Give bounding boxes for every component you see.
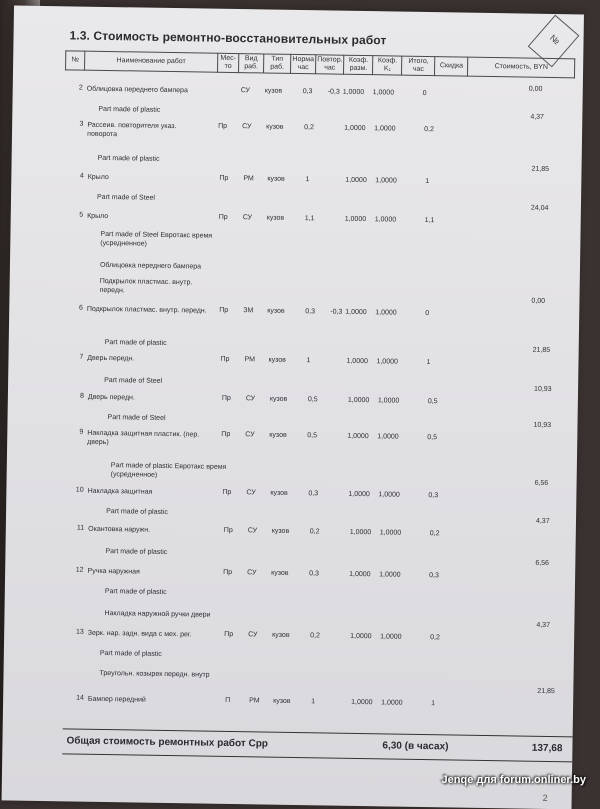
cell-work: РМ	[249, 697, 260, 705]
row-note: Part made of plastic	[98, 105, 161, 114]
cell-type: кузов	[271, 569, 289, 577]
corner-mark: №	[528, 15, 580, 68]
total-sum: 137,68	[531, 742, 563, 755]
table-header	[65, 50, 575, 78]
cell-place: Пр	[218, 213, 228, 221]
cell-n: 10	[75, 486, 84, 494]
cell-work: ЗМ	[243, 307, 254, 315]
total-label: Общая стоимость ремонтных работ Cpp	[66, 735, 269, 750]
cell-work: СУ	[245, 431, 255, 439]
cell-n: 4	[79, 172, 84, 180]
cell-work: СУ	[247, 527, 258, 535]
cell-n: 13	[75, 628, 84, 636]
cell-work: СУ	[247, 569, 257, 577]
cell-total: 0,2	[424, 125, 434, 134]
header-discount: Скидка	[435, 57, 468, 77]
cell-k2: 1,0000	[377, 433, 399, 441]
cell-total: 0,5	[427, 434, 438, 442]
row-note: Подкрылок пластмас. внутр. передн.	[99, 277, 193, 295]
cell-place: Пр	[223, 568, 233, 577]
cell-k1: 1,0000	[350, 632, 372, 641]
cell-k1: 1,0000	[344, 215, 367, 224]
cell-norm: 0,5	[307, 396, 318, 404]
cell-place: Пр	[220, 355, 230, 363]
page-number: 2	[542, 792, 548, 804]
header-total-hours: Итого, час	[402, 56, 435, 76]
cell-work: СУ	[246, 489, 256, 497]
section-title: 1.3. Стоимость ремонтно-восстановительных работ	[69, 28, 387, 48]
cell-cost: 21,85	[531, 165, 550, 173]
cell-k2: 1,0000	[380, 633, 402, 641]
cell-work: СУ	[242, 123, 252, 131]
cell-norm: 0,5	[307, 432, 318, 440]
cell-k2: 1,0000	[374, 216, 397, 224]
cell-name: Крыло	[87, 173, 109, 182]
cell-cost: 10,93	[533, 421, 552, 430]
cell-cost: 21,85	[537, 687, 555, 696]
cell-type: кузов	[264, 87, 283, 95]
cell-n: 2	[78, 84, 83, 92]
cell-k1: 1,0000	[342, 88, 365, 97]
cell-type: кузов	[272, 631, 290, 639]
document-page	[2, 6, 584, 809]
cell-n: 11	[76, 524, 85, 532]
cell-type: кузов	[267, 175, 285, 183]
cell-name: Подкрылок пластмас. внутр. передн.	[86, 305, 207, 315]
cell-norm: 1	[305, 176, 310, 184]
cell-n: 9	[79, 428, 84, 436]
row-note: Part made of plastic	[104, 338, 167, 347]
cell-total: 0	[425, 310, 430, 318]
header-repeat-hours: Повтор. час	[316, 55, 345, 74]
cell-n: 12	[75, 566, 84, 574]
cell-cost: 4,37	[530, 113, 545, 121]
cell-total: 0	[422, 89, 427, 98]
cell-place: Пр	[218, 122, 228, 130]
cell-k1: 1,0000	[347, 432, 369, 441]
cell-name: Дверь передн.	[87, 354, 135, 363]
cell-name: Ручка наружная	[87, 567, 140, 576]
cell-cost: 24,04	[530, 204, 549, 212]
row-note: Part made of Steel	[104, 376, 163, 385]
cell-n: 8	[79, 392, 84, 400]
cell-cost: 21,85	[532, 346, 551, 354]
cell-k2: 1,0000	[372, 89, 395, 97]
cell-total: 1	[426, 359, 431, 367]
cell-name: Накладка защитная пластик. (пер. дверь)	[87, 429, 200, 447]
cell-k1: 1,0000	[349, 570, 371, 579]
header-name: Наименование работ	[85, 51, 218, 72]
cell-n: 6	[78, 304, 83, 312]
cell-type: кузов	[266, 214, 285, 222]
header-work-type: Тип раб.	[264, 54, 291, 73]
row-note: Part made of plastic	[104, 588, 167, 596]
cell-type: кузов	[267, 307, 285, 315]
cell-norm: 1	[311, 698, 316, 706]
row-note: Part made of Steel	[96, 193, 156, 202]
cell-place: Пр	[221, 394, 231, 402]
cell-work: СУ	[248, 631, 258, 639]
cell-work: РМ	[243, 175, 254, 183]
cell-k1: 1,0000	[345, 308, 367, 317]
cell-name: Бампер передний	[87, 695, 146, 704]
header-work-kind: Вид раб.	[239, 54, 264, 73]
row-note: Part made of plastic	[97, 154, 160, 163]
cell-norm: 0,2	[309, 528, 320, 536]
cell-rep: -0,3	[327, 88, 340, 96]
cell-norm: 1,1	[304, 215, 315, 223]
cell-place: Пр	[219, 174, 229, 182]
cell-cost: 0,00	[528, 85, 543, 93]
cell-work: РМ	[244, 356, 255, 364]
cell-norm: 0,3	[309, 570, 319, 578]
cell-k2: 1,0000	[376, 358, 398, 366]
cell-k1: 1,0000	[351, 698, 373, 707]
cell-k2: 1,0000	[375, 309, 397, 317]
cell-type: кузов	[266, 123, 284, 131]
cell-n: 14	[76, 694, 85, 702]
cell-norm: 1	[306, 357, 311, 365]
cell-place: Пр	[219, 306, 229, 314]
watermark: Jenqe для forum.onliner.by	[441, 774, 586, 786]
cell-total: 0,3	[428, 492, 439, 500]
cell-place: Пр	[223, 526, 233, 535]
cell-rep: -0,3	[330, 308, 343, 316]
cell-place: П	[225, 696, 231, 705]
cell-k1: 1,0000	[347, 396, 370, 405]
cell-work: СУ	[245, 395, 256, 403]
cell-name: Дверь передн.	[87, 393, 135, 402]
cell-k1: 1,0000	[349, 528, 372, 537]
cell-type: кузов	[270, 489, 288, 497]
cell-type: кузов	[268, 356, 286, 364]
cell-norm: 0,3	[302, 88, 313, 96]
total-row	[62, 728, 572, 762]
header-norm-hours: Норма час	[291, 54, 316, 73]
cell-k1: 1,0000	[348, 490, 370, 499]
cell-total: 1,1	[424, 217, 435, 225]
cell-k2: 1,0000	[379, 529, 402, 537]
row-note: Треугольн. козырек передн. внутр	[99, 669, 210, 679]
cell-cost: 6,56	[535, 559, 550, 567]
cell-work: СУ	[240, 87, 251, 95]
cell-total: 0,5	[427, 398, 438, 406]
cell-type: кузов	[269, 431, 287, 439]
header-coef-k1: Коэф. K₁	[373, 56, 402, 75]
cell-total: 0,2	[429, 530, 440, 538]
row-note: Part made of plastic	[105, 548, 168, 556]
cell-k1: 1,0000	[345, 176, 367, 185]
cell-norm: 0,2	[304, 124, 314, 132]
cell-cost: 0,00	[531, 297, 546, 305]
cell-norm: 0,3	[308, 490, 319, 498]
cell-cost: 6,56	[534, 479, 549, 487]
row-note: Part made of plastic	[106, 508, 169, 517]
cell-type: кузов	[273, 697, 291, 705]
row-note: Накладка наружной ручки двери	[104, 610, 211, 619]
cell-norm: 0,3	[305, 308, 316, 316]
cell-k2: 1,0000	[379, 571, 401, 579]
cell-k1: 1,0000	[344, 124, 366, 133]
cell-k2: 1,0000	[377, 397, 400, 405]
cell-norm: 0,2	[310, 632, 320, 640]
cell-total: 0,3	[429, 572, 439, 580]
cell-work: СУ	[242, 214, 253, 222]
row-note: Part made of Steel	[107, 414, 166, 422]
cell-cost: 4,37	[536, 621, 551, 630]
cell-cost: 10,93	[534, 385, 552, 394]
row-note: Part made of plastic Евротакс время (усредненное)	[110, 462, 227, 479]
cell-cost: 4,37	[535, 517, 550, 525]
cell-place: Пр	[222, 488, 232, 496]
cell-n: 3	[79, 120, 84, 128]
total-hours: 6,30 (в часах)	[382, 740, 449, 753]
header-place: Мес-то	[218, 53, 239, 72]
cell-n: 7	[79, 353, 84, 361]
cell-k2: 1,0000	[375, 177, 397, 185]
cell-type: кузов	[271, 527, 290, 535]
cell-total: 1	[431, 700, 436, 708]
row-note: Part made of plastic	[99, 649, 162, 658]
cell-k2: 1,0000	[381, 699, 403, 707]
cell-name: Накладка защитная	[87, 487, 153, 496]
cell-total: 0,2	[430, 634, 440, 642]
cell-name: Крыло	[87, 212, 109, 221]
cell-name: Облицовка переднего бампера	[86, 85, 188, 95]
row-note: Part made of Steel Евротакс время (усредненное)	[100, 230, 213, 248]
cell-k2: 1,0000	[374, 125, 396, 133]
cell-name: Рассеив. повторителя указ. поворота	[87, 121, 177, 139]
cell-name: Зерк. нар. задн. вида с мех. рег.	[87, 629, 192, 639]
cell-k2: 1,0000	[378, 491, 400, 499]
header-coef-size: Коэф. разм.	[344, 55, 373, 74]
cell-k1: 1,0000	[346, 357, 368, 366]
cell-type: кузов	[269, 395, 288, 403]
cell-name: Окантовка наружн.	[88, 525, 151, 534]
row-note: Облицовка переднего бампера	[99, 261, 202, 271]
cell-place: Пр	[224, 630, 234, 639]
cell-total: 1	[425, 178, 430, 186]
cell-n: 5	[79, 211, 84, 219]
cell-place: Пр	[221, 430, 231, 438]
header-cost: Стоимость, BYN	[468, 57, 575, 78]
header-num: №	[66, 51, 85, 70]
